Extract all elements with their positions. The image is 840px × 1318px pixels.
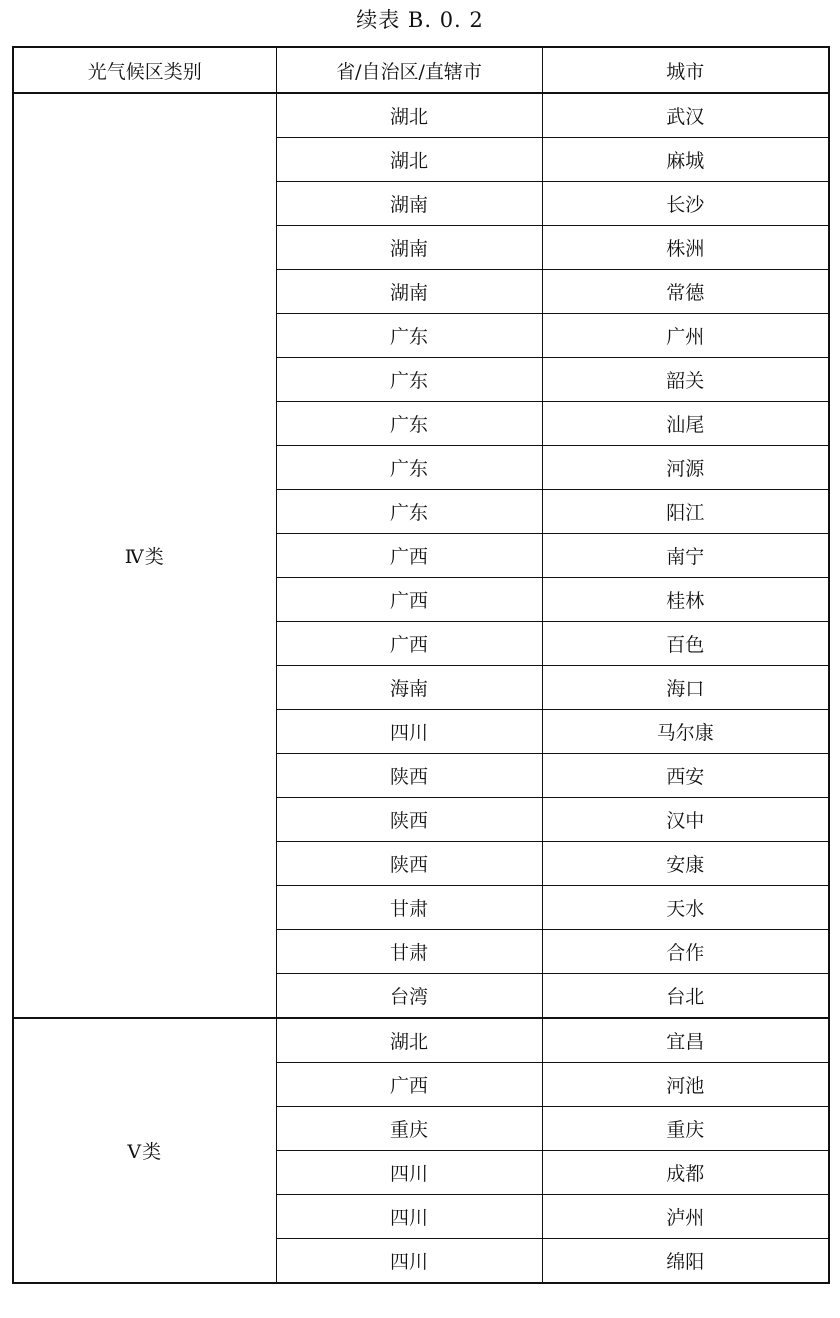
city-cell: 河源 bbox=[542, 446, 829, 490]
province-cell: 四川 bbox=[276, 710, 542, 754]
table-caption: 续表 B. 0. 2 bbox=[356, 8, 484, 32]
province-cell: 广西 bbox=[276, 1063, 542, 1107]
city-cell: 合作 bbox=[542, 930, 829, 974]
city-cell: 桂林 bbox=[542, 578, 829, 622]
climate-zone-table bbox=[12, 46, 830, 1284]
city-cell: 河池 bbox=[542, 1063, 829, 1107]
table-row bbox=[13, 93, 829, 138]
province-cell: 广东 bbox=[276, 490, 542, 534]
province-cell: 湖北 bbox=[276, 1018, 542, 1063]
city-cell: 阳江 bbox=[542, 490, 829, 534]
province-cell: 四川 bbox=[276, 1239, 542, 1284]
city-cell: 宜昌 bbox=[542, 1018, 829, 1063]
province-cell: 陕西 bbox=[276, 754, 542, 798]
header-city: 城市 bbox=[542, 47, 829, 93]
table-body bbox=[13, 93, 829, 1283]
city-cell: 绵阳 bbox=[542, 1239, 829, 1284]
city-cell: 海口 bbox=[542, 666, 829, 710]
city-cell: 重庆 bbox=[542, 1107, 829, 1151]
province-cell: 海南 bbox=[276, 666, 542, 710]
province-cell: 四川 bbox=[276, 1195, 542, 1239]
city-cell: 常德 bbox=[542, 270, 829, 314]
province-cell: 广西 bbox=[276, 578, 542, 622]
province-cell: 湖北 bbox=[276, 93, 542, 138]
city-cell: 天水 bbox=[542, 886, 829, 930]
zone-cell: Ⅴ类 bbox=[13, 1018, 276, 1283]
province-cell: 甘肃 bbox=[276, 886, 542, 930]
province-cell: 湖南 bbox=[276, 226, 542, 270]
province-cell: 陕西 bbox=[276, 842, 542, 886]
city-cell: 泸州 bbox=[542, 1195, 829, 1239]
province-cell: 甘肃 bbox=[276, 930, 542, 974]
city-cell: 武汉 bbox=[542, 93, 829, 138]
city-cell: 长沙 bbox=[542, 182, 829, 226]
header-province: 省/自治区/直辖市 bbox=[276, 47, 542, 93]
province-cell: 广东 bbox=[276, 314, 542, 358]
city-cell: 韶关 bbox=[542, 358, 829, 402]
city-cell: 成都 bbox=[542, 1151, 829, 1195]
province-cell: 重庆 bbox=[276, 1107, 542, 1151]
zone-cell: Ⅳ类 bbox=[13, 93, 276, 1018]
province-cell: 广东 bbox=[276, 358, 542, 402]
city-cell: 汕尾 bbox=[542, 402, 829, 446]
province-cell: 广东 bbox=[276, 446, 542, 490]
city-cell: 南宁 bbox=[542, 534, 829, 578]
table-header-row bbox=[13, 47, 829, 93]
province-cell: 四川 bbox=[276, 1151, 542, 1195]
province-cell: 广西 bbox=[276, 534, 542, 578]
city-cell: 汉中 bbox=[542, 798, 829, 842]
table-row bbox=[13, 1018, 829, 1063]
province-cell: 湖南 bbox=[276, 182, 542, 226]
city-cell: 广州 bbox=[542, 314, 829, 358]
city-cell: 台北 bbox=[542, 974, 829, 1019]
city-cell: 株洲 bbox=[542, 226, 829, 270]
province-cell: 广东 bbox=[276, 402, 542, 446]
province-cell: 陕西 bbox=[276, 798, 542, 842]
city-cell: 马尔康 bbox=[542, 710, 829, 754]
city-cell: 西安 bbox=[542, 754, 829, 798]
city-cell: 百色 bbox=[542, 622, 829, 666]
province-cell: 湖南 bbox=[276, 270, 542, 314]
city-cell: 安康 bbox=[542, 842, 829, 886]
province-cell: 广西 bbox=[276, 622, 542, 666]
header-zone: 光气候区类别 bbox=[13, 47, 276, 93]
city-cell: 麻城 bbox=[542, 138, 829, 182]
province-cell: 湖北 bbox=[276, 138, 542, 182]
province-cell: 台湾 bbox=[276, 974, 542, 1019]
